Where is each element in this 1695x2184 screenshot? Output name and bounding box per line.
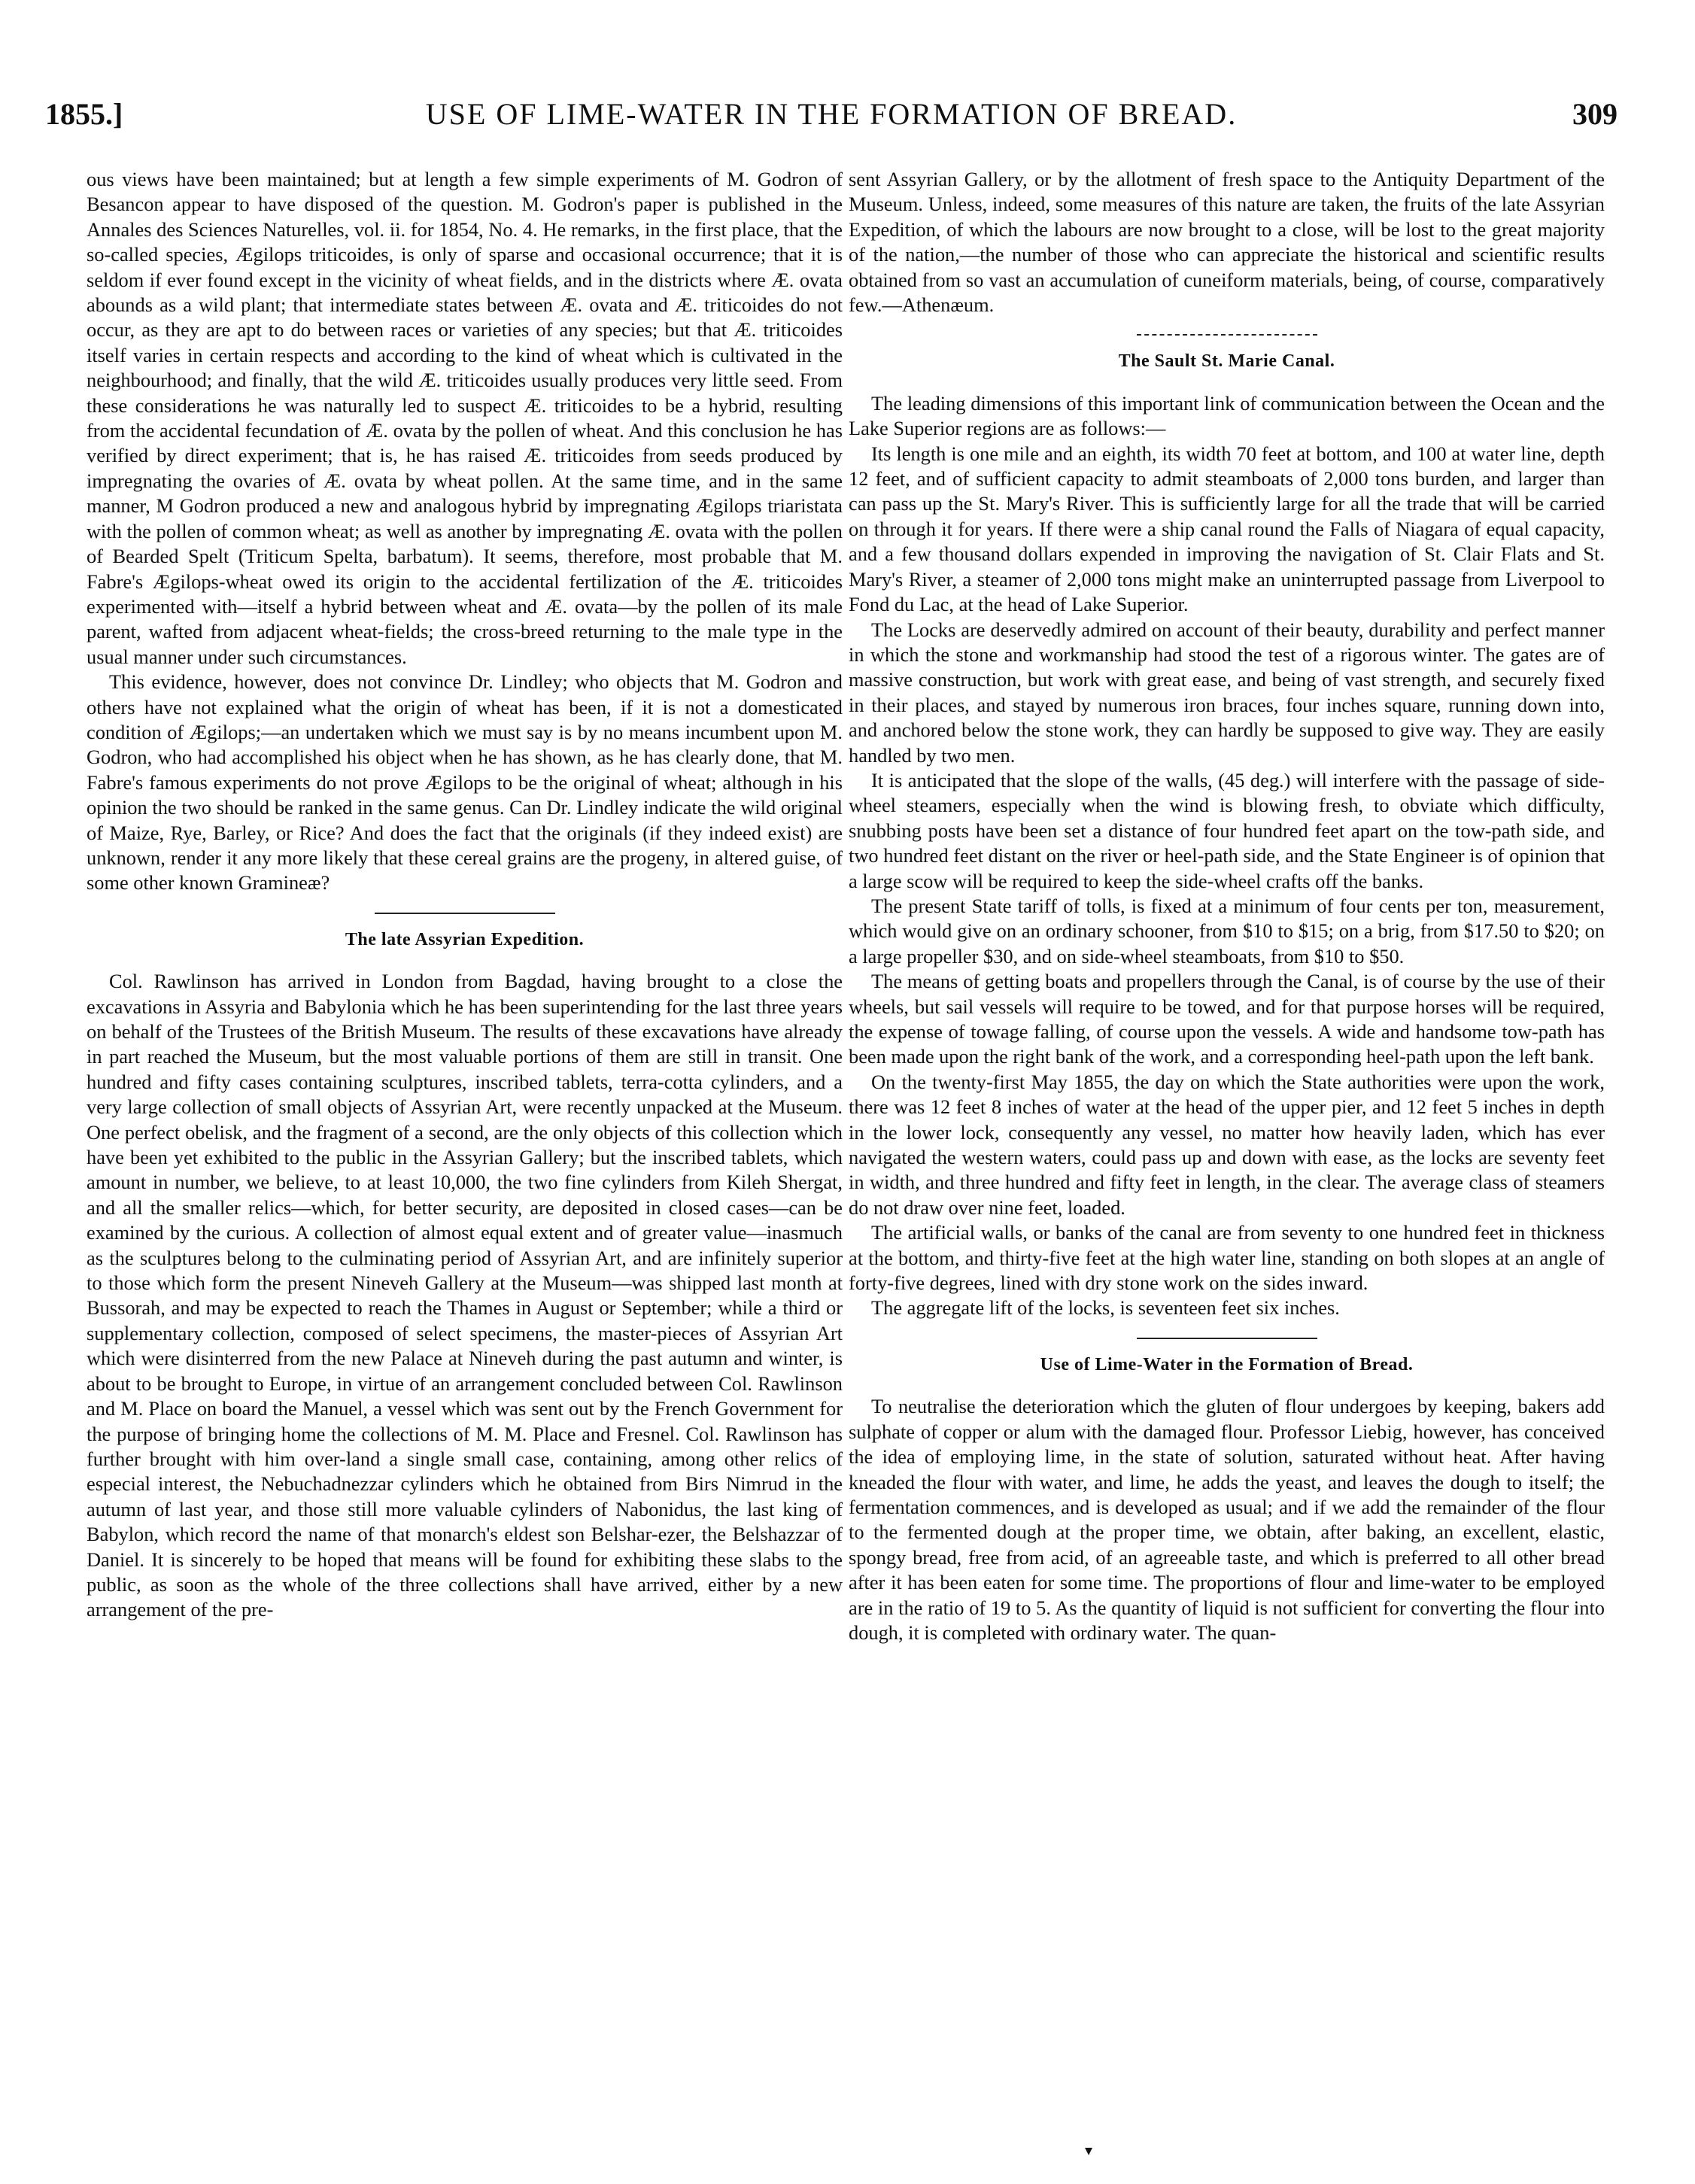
- paragraph: To neutralise the deterioration which the gluten of flour undergoes by keeping, bakers add sulphate of copper or alum with the damaged flour. Professor Liebig, however, has conceived the idea of employing lime, in the state of solution, saturated without heat. After having kneaded the flour with water, and lime, he adds the yeast, and leaves the dough to itself; the fermentation commences, and is developed as usual; and if we add the remainder of the flour to the fermented dough at the proper time, we obtain, after baking, an excellent, elastic, spongy bread, free from acid, of an agreeable taste, and which is preferred to all other bread after it has been eaten for some time. The proportions of flour and lime-water to be employed are in the ratio of 19 to 5. As the quantity of liquid is not sufficient for converting the flour into dough, it is completed with ordinary water. The quan-: [849, 1395, 1605, 1644]
- paragraph: The aggregate lift of the locks, is seventeen feet six inches.: [871, 1296, 1340, 1320]
- paragraph: Col. Rawlinson has arrived in London from Bagdad, having brought to a close the excavations in Assyria and Babylonia which he has been superintending for the last three years on behalf of the Trustees of the British Museum. The results of these excavations have already in part reached the Museum, but the most valuable portions of them are still in transit. One hundred and fifty cases containing sculptures, inscribed tablets, terra-cotta cylinders, and a very large collection of small objects of Assyrian Art, were recently unpacked at the Museum. One perfect obelisk, and the fragment of a second, are the only objects of this collection which have been yet exhibited to the public in the Assyrian Gallery; but the inscribed tablets, which amount in number, we believe, to at least 10,000, the two fine cylinders from Kileh Shergat, and all the smaller relics—which, for better security, are deposited in closed cases—can be examined by the curious. A collection of almost equal extent and of greater value—inasmuch as the sculptures belong to the culminating period of Assyrian Art, and are infinitely superior to those which form the present Nineveh Gallery at the Museum—was shipped last month at Bussorah, and may be expected to reach the Thames in August or September; while a third or supplementary collection, composed of select specimens, the master-pieces of Assyrian Art which were disinterred from the new Palace at Nineveh during the past autumn and winter, is about to be brought to Europe, in virtue of an arrangement concluded between Col. Rawlinson and M. Place on board the Manuel, a vessel which was sent out by the French Government for the purpose of bringing home the collections of M. M. Place and Fresnel. Col. Rawlinson has further brought with him over-land a single small case, containing, among other relics of especial interest, the Nebuchadnezzar cylinders which he obtained from Birs Nimrud in the autumn of last year, and those still more valuable cylinders of Nabonidus, the last king of Babylon, which record the name of that monarch's eldest son Belshar-ezer, the Belshazzar of Daniel. It is sincerely to be hoped that means will be found for exhibiting these slabs to the public, as soon as the whole of the three collections shall have arrived, either by a new arrangement of the pre-: [87, 970, 843, 1621]
- printer-mark-icon: ▾: [1085, 2143, 1093, 2159]
- section-title: Use of Lime-Water in the Formation of Bread.: [1040, 1354, 1414, 1374]
- paragraph: The artificial walls, or banks of the canal are from seventy to one hundred feet in thickness at the bottom, and thirty-five feet at the high water line, standing on both slopes at an angle of forty-five degrees, lined with dry stone work on the sides inward.: [849, 1221, 1605, 1295]
- paragraph: This evidence, however, does not convince Dr. Lindley; who objects that M. Godron and others have not explained what the origin of wheat has been, if it is not a domesticated condition of Ægilops;—an undertaken which we must say is by no means incumbent upon M. Godron, who had accomplished his object when he has shown, as he has clearly done, that M. Fabre's famous experiments do not prove Ægilops to be the original of wheat; although in his opinion the two should be ranked in the same genus. Can Dr. Lindley indicate the wild original of Maize, Rye, Barley, or Rice? And does the fact that the originals (if they indeed exist) are unknown, render it any more likely that these cereal grains are the progeny, in altered guise, of some other known Gramineæ?: [87, 670, 843, 895]
- paragraph: ous views have been maintained; but at length a few simple experiments of M. Godron of Besancon appear to have disposed of the question. M. Godron's paper is published in the Annales des Sciences Naturelles, vol. ii. for 1854, No. 4. He remarks, in the first place, that the so-called species, Ægilops triticoides, is only of sparse and occasional occurrence; that it is seldom if ever found except in the vicinity of wheat fields, and in the districts where Æ. ovata abounds as a wild plant; that intermediate states between Æ. ovata and Æ. triticoides do not occur, as they are apt to do between races or varieties of any species; but that Æ. triticoides itself varies in certain respects and according to the kind of wheat which is cultivated in the neighbourhood; and finally, that the wild Æ. triticoides usually produces very little seed. From these considerations he was naturally led to suspect Æ. triticoides to be a hybrid, resulting from the accidental fecundation of Æ. ovata by the pollen of wheat. And this conclusion he has verified by direct experiment; that is, he has raised Æ. triticoides from seeds produced by impregnating the ovaries of Æ. ovata by wheat pollen. At the same time, and in the same manner, M Godron produced a new and analogous hybrid by impregnating Ægilops triaristata with the pollen of common wheat; as well as another by impregnating Æ. ovata with the pollen of Bearded Spelt (Triticum Spelta, barbatum). It seems, therefore, most probable that M. Fabre's Ægilops-wheat owed its origin to the accidental fertilization of the Æ. triticoides experimented with—itself a hybrid between wheat and Æ. ovata—by the pollen of its male parent, wafted from adjacent wheat-fields; the cross-breed returning to the male type in the usual manner under such circumstances.: [87, 168, 843, 668]
- paragraph: Its length is one mile and an eighth, its width 70 feet at bottom, and 100 at water line, depth 12 feet, and of sufficient capacity to admit steamboats of 2,000 tons burden, and larger than can pass up the St. Mary's River. This is sufficiently large for all the trade that will be carried on through it for years. If there were a ship canal round the Falls of Niagara of equal capacity, and a few thousand dollars expended in improving the navigation of St. Clair Flats and St. Mary's River, a steamer of 2,000 tons might make an uninterrupted passage from Liverpool to Fond du Lac, at the head of Lake Superior.: [849, 442, 1605, 616]
- header-title: USE OF LIME-WATER IN THE FORMATION OF BREAD.: [425, 97, 1238, 131]
- paragraph: On the twenty-first May 1855, the day on which the State authorities were upon the work, there was 12 feet 8 inches of water at the head of the upper pier, and 12 feet 5 inches in depth in the lower lock, consequently any vessel, no matter how heavily laden, which has ever navigated the western waters, could pass up and down with ease, as the locks are seventy feet in width, and three hundred and fifty feet in length, in the clear. The average class of steamers do not draw over nine feet, loaded.: [849, 1070, 1605, 1219]
- right-column: [849, 167, 1605, 1645]
- paragraph: The Locks are deservedly admired on account of their beauty, durability and perfect manner in which the stone and workmanship had stood the test of a rigorous winter. The gates are of massive construction, but work with great ease, and being of vast strength, and securely fixed in their places, and stayed by numerous iron braces, four inches square, running down into, and anchored below the stone work, they can hardly be supposed to give way. They are easily handled by two men.: [849, 618, 1605, 767]
- paragraph: The leading dimensions of this important link of communication between the Ocean and the Lake Superior regions are as follows:—: [849, 391, 1605, 440]
- page-number: 309: [1572, 97, 1618, 131]
- paragraph: sent Assyrian Gallery, or by the allotment of fresh space to the Antiquity Department of the Museum. Unless, indeed, some measures of this nature are taken, the fruits of the late Assyrian Expedition, of which the labours are now brought to a close, will be lost to the great majority of the nation,—the number of those who can appreciate the historical and scientific results obtained from so vast an accumulation of cuneiform materials, being, of course, comparatively few.—Athenæum.: [849, 168, 1605, 317]
- section-divider: [375, 913, 555, 914]
- running-header: [45, 96, 1618, 141]
- section-divider: [1137, 1338, 1317, 1339]
- paragraph: The present State tariff of tolls, is fixed at a minimum of four cents per ton, measurement, which would give on an ordinary schooner, from $10 to $15; on a brig, from $17.50 to $20; on a large propeller $30, and on side-wheel steamboats, from $10 to $50.: [849, 894, 1605, 967]
- header-year: 1855.]: [45, 97, 123, 131]
- section-title: The Sault St. Marie Canal.: [1118, 351, 1335, 372]
- section-divider: [1137, 334, 1317, 336]
- section-title: The late Assyrian Expedition.: [345, 929, 585, 949]
- left-column: [87, 167, 843, 1623]
- paragraph: It is anticipated that the slope of the walls, (45 deg.) will interfere with the passage of side-wheel steamers, especially when the wind is blowing fresh, to obviate which difficulty, snubbing posts have been set a distance of four hundred feet apart on the tow-path side, and two hundred feet distant on the river or heel-path side, and the State Engineer is of opinion that a large scow will be required to keep the side-wheel crafts off the banks.: [849, 768, 1605, 892]
- paragraph: The means of getting boats and propellers through the Canal, is of course by the use of their wheels, but sail vessels will require to be towed, and for that purpose horses will be required, the expense of towage falling, of course upon the vessels. A wide and handsome tow-path has been made upon the right bank of the work, and a corresponding heel-path upon the left bank.: [849, 970, 1605, 1068]
